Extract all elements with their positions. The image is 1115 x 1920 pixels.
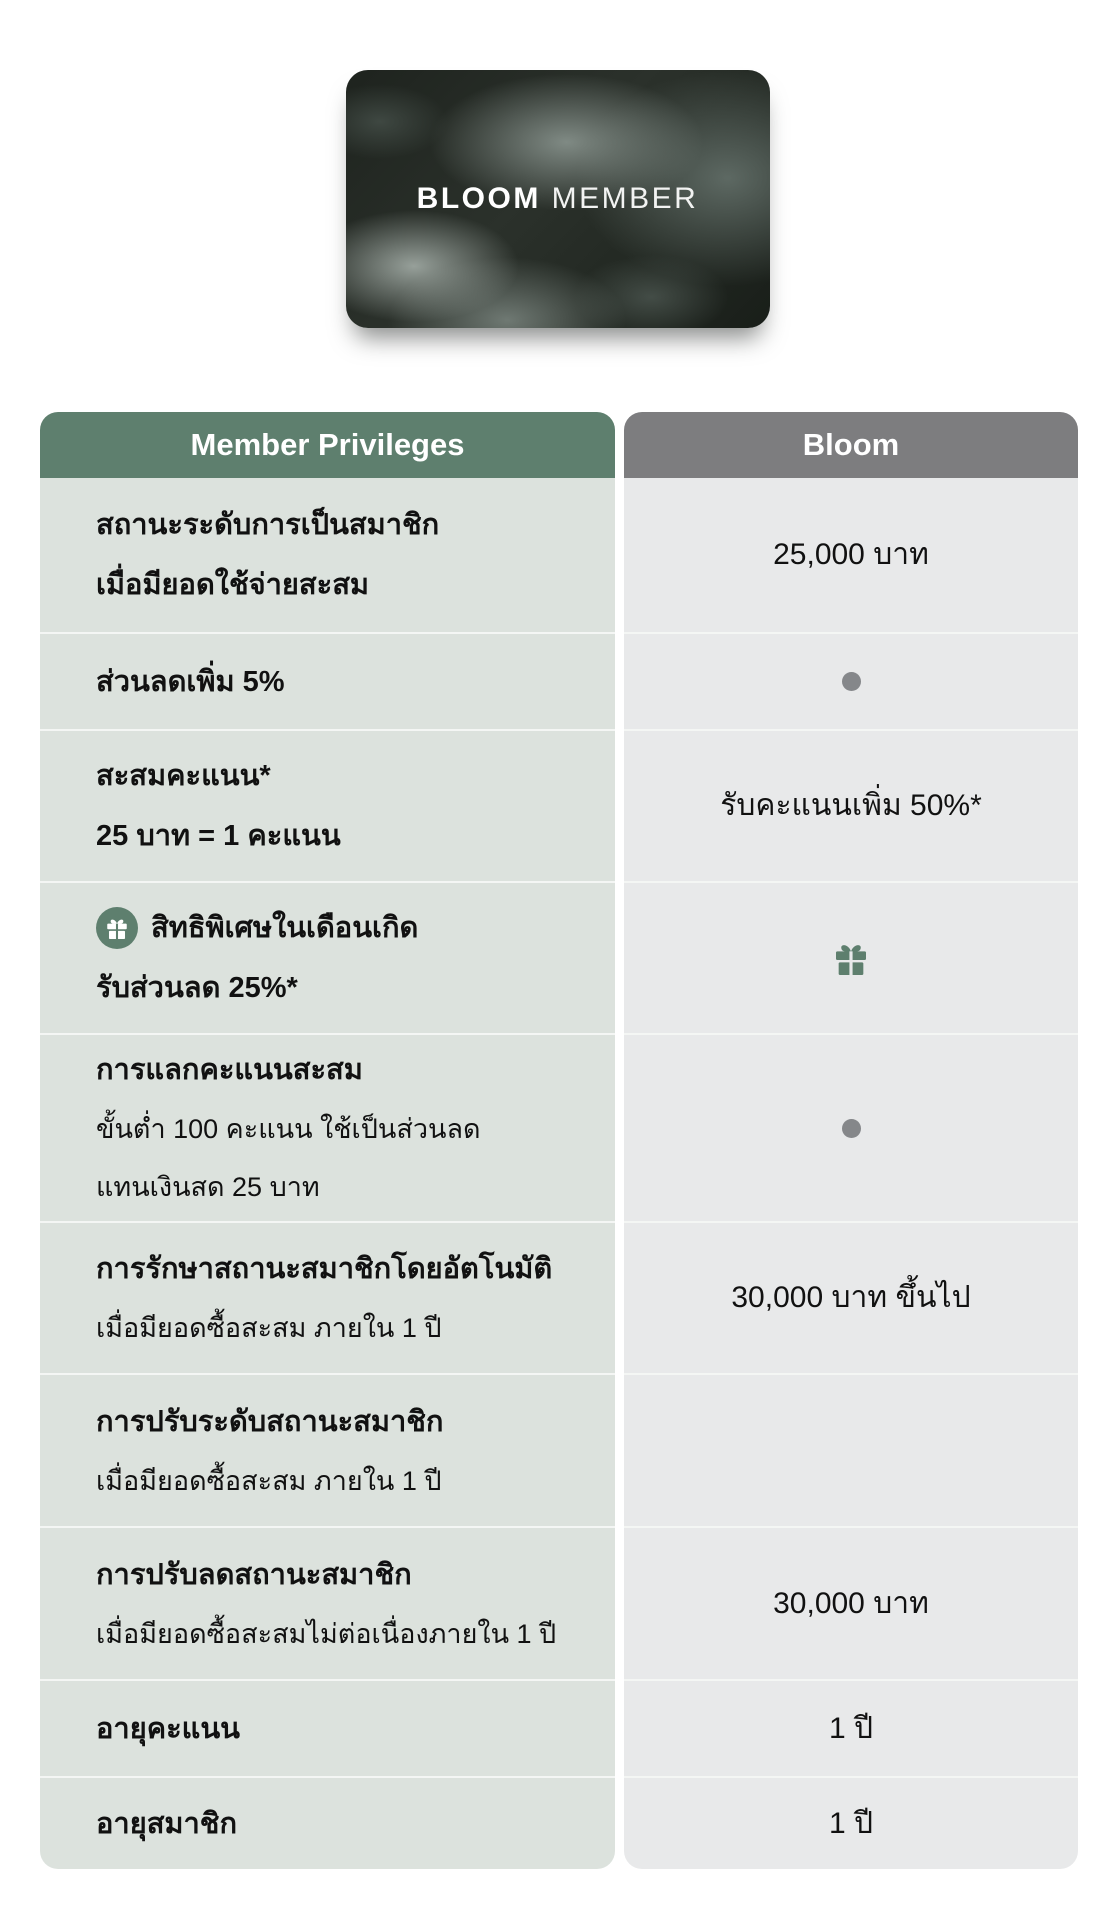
table-row	[40, 478, 1078, 632]
privilege-cell	[40, 1776, 615, 1869]
value-cell	[624, 1373, 1078, 1526]
table-row	[40, 881, 1078, 1033]
privilege-cell	[40, 881, 615, 1033]
value-text: 30,000 บาท ขึ้นไป	[731, 1281, 971, 1314]
card-title	[417, 182, 699, 216]
value-cell	[624, 1679, 1078, 1776]
column-gap	[615, 1221, 624, 1373]
privilege-cell	[40, 1033, 615, 1221]
header-left-label: Member Privileges	[190, 427, 465, 462]
column-gap	[615, 478, 624, 632]
gift-icon	[831, 938, 871, 978]
column-gap	[615, 412, 624, 478]
privilege-subtext: แทนเงินสด 25 บาท	[96, 1172, 320, 1202]
privilege-title: การแลกคะแนนสะสม	[96, 1054, 363, 1086]
table-row	[40, 1033, 1078, 1221]
value-cell	[624, 1776, 1078, 1869]
privilege-title: สะสมคะแนน*	[96, 760, 271, 792]
privilege-subtext: เมื่อมียอดซื้อสะสมไม่ต่อเนื่องภายใน 1 ปี	[96, 1618, 557, 1649]
privilege-title-with-icon	[96, 898, 615, 958]
header-bloom	[624, 412, 1078, 478]
value-cell	[624, 1221, 1078, 1373]
value-cell	[624, 1526, 1078, 1679]
value-cell	[624, 729, 1078, 881]
member-card	[346, 70, 770, 328]
privilege-title: สถานะระดับการเป็นสมาชิก	[96, 509, 440, 541]
gift-badge	[96, 907, 138, 949]
included-dot-icon	[842, 672, 861, 691]
privilege-cell	[40, 632, 615, 729]
privilege-title: ส่วนลดเพิ่ม 5%	[96, 665, 285, 698]
table-row	[40, 1373, 1078, 1526]
column-gap	[615, 1776, 624, 1869]
table-row	[40, 1221, 1078, 1373]
table-row	[40, 1679, 1078, 1776]
column-gap	[615, 1679, 624, 1776]
column-gap	[615, 1033, 624, 1221]
included-dot-icon	[842, 1119, 861, 1138]
value-text: 25,000 บาท	[773, 538, 929, 571]
value-text: 1 ปี	[828, 1806, 874, 1840]
privilege-subtext: เมื่อมียอดซื้อสะสม ภายใน 1 ปี	[96, 1313, 442, 1343]
privilege-title: การปรับระดับสถานะสมาชิก	[96, 1405, 444, 1438]
privilege-title: สิทธิพิเศษในเดือนเกิด	[151, 912, 419, 944]
table-row	[40, 729, 1078, 881]
privilege-cell	[40, 1221, 615, 1373]
privilege-subtext: ขั้นต่ำ 100 คะแนน ใช้เป็นส่วนลด	[96, 1114, 481, 1144]
privilege-subtext: เมื่อมียอดซื้อสะสม ภายใน 1 ปี	[96, 1465, 442, 1496]
privilege-cell	[40, 1373, 615, 1526]
privilege-title: การรักษาสถานะสมาชิกโดยอัตโนมัติ	[96, 1253, 553, 1285]
table-row	[40, 632, 1078, 729]
table-row	[40, 1526, 1078, 1679]
privileges-table	[40, 412, 1078, 1869]
privilege-cell	[40, 1526, 615, 1679]
privilege-title: เมื่อมียอดใช้จ่ายสะสม	[96, 569, 370, 601]
privilege-title: อายุสมาชิก	[96, 1807, 238, 1840]
privilege-title: การปรับลดสถานะสมาชิก	[96, 1558, 412, 1591]
value-text: 1 ปี	[828, 1711, 874, 1745]
card-brand: BLOOM	[416, 182, 541, 215]
column-gap	[615, 881, 624, 1033]
privilege-title: 25 บาท = 1 คะแนน	[96, 820, 341, 852]
gift-icon	[104, 915, 130, 941]
privilege-cell	[40, 478, 615, 632]
value-cell	[624, 881, 1078, 1033]
header-member-privileges	[40, 412, 615, 478]
privilege-cell	[40, 1679, 615, 1776]
value-cell	[624, 478, 1078, 632]
column-gap	[615, 632, 624, 729]
table-header-row	[40, 412, 1078, 478]
privilege-cell	[40, 729, 615, 881]
privilege-title: รับส่วนลด 25%*	[96, 972, 298, 1004]
value-cell	[624, 1033, 1078, 1221]
column-gap	[615, 1373, 624, 1526]
header-right-label: Bloom	[802, 427, 900, 462]
table-row	[40, 1776, 1078, 1869]
value-cell	[624, 632, 1078, 729]
card-label: MEMBER	[551, 182, 699, 215]
card-section	[0, 0, 1115, 328]
value-text: 30,000 บาท	[773, 1586, 929, 1620]
column-gap	[615, 729, 624, 881]
privilege-title: อายุคะแนน	[96, 1712, 241, 1745]
value-text: รับคะแนนเพิ่ม 50%*	[720, 789, 982, 822]
column-gap	[615, 1526, 624, 1679]
